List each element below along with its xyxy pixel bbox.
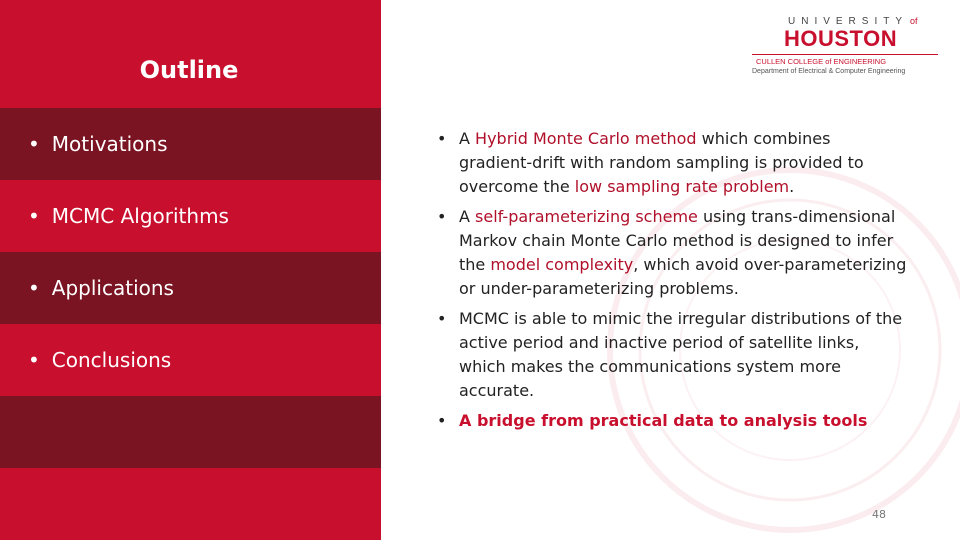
- bullet-icon: •: [437, 411, 447, 430]
- highlight-term: self-parameterizing scheme: [475, 207, 698, 226]
- outline-item-applications[interactable]: [0, 252, 381, 324]
- bullet-point: • A Hybrid Monte Carlo method which combines gradient-drift with random sampling is provided to overcome the low sampling rate problem.: [437, 129, 864, 196]
- page-number: 48: [872, 508, 886, 521]
- bullet-point: [437, 409, 907, 433]
- bullet-icon: •: [437, 129, 447, 148]
- outline-item-empty: [0, 396, 381, 468]
- outline-title: Outline: [139, 56, 239, 84]
- bullet-icon: •: [28, 276, 40, 300]
- university-logo: [752, 16, 938, 80]
- outline-item-label: Applications: [51, 276, 174, 300]
- outline-item-label: Motivations: [51, 132, 168, 156]
- key-takeaway: A bridge from practical data to analysis tools: [459, 411, 868, 430]
- outline-item-label: MCMC Algorithms: [51, 204, 229, 228]
- conclusions-content: [437, 127, 907, 439]
- logo-department-text: Department of Electrical & Computer Engineering: [752, 68, 906, 75]
- highlight-term: model complexity: [490, 255, 634, 274]
- bullet-icon: •: [437, 207, 447, 226]
- highlight-term: Hybrid Monte Carlo method: [475, 129, 697, 148]
- outline-item-label: Conclusions: [51, 348, 172, 372]
- highlight-term: low sampling rate problem: [574, 177, 790, 196]
- bullet-icon: •: [28, 132, 40, 156]
- bullet-point: • MCMC is able to mimic the irregular distributions of the active period and inactive period of satellite links, which makes the communications system more accurate.: [437, 309, 903, 400]
- outline-item-motivations[interactable]: [0, 108, 381, 180]
- outline-item-conclusions[interactable]: [0, 324, 381, 396]
- logo-college-text: CULLEN COLLEGE of ENGINEERING: [756, 57, 887, 66]
- logo-university-text: UNIVERSITY: [788, 16, 909, 27]
- bullet-point: • A self-parameterizing scheme using trans-dimensional Markov chain Monte Carlo method is designed to infer the model complexity, which avoid over-parameterizing or under-parameterizing problems.: [437, 207, 907, 298]
- logo-divider: [752, 54, 938, 55]
- logo-of-text: of: [910, 16, 918, 26]
- bullet-icon: •: [28, 348, 40, 372]
- bullet-icon: •: [28, 204, 40, 228]
- bullet-icon: •: [437, 309, 447, 328]
- outline-item-mcmc-algorithms[interactable]: [0, 180, 381, 252]
- outline-panel: [0, 0, 381, 540]
- logo-houston-text: HOUSTON: [784, 26, 898, 51]
